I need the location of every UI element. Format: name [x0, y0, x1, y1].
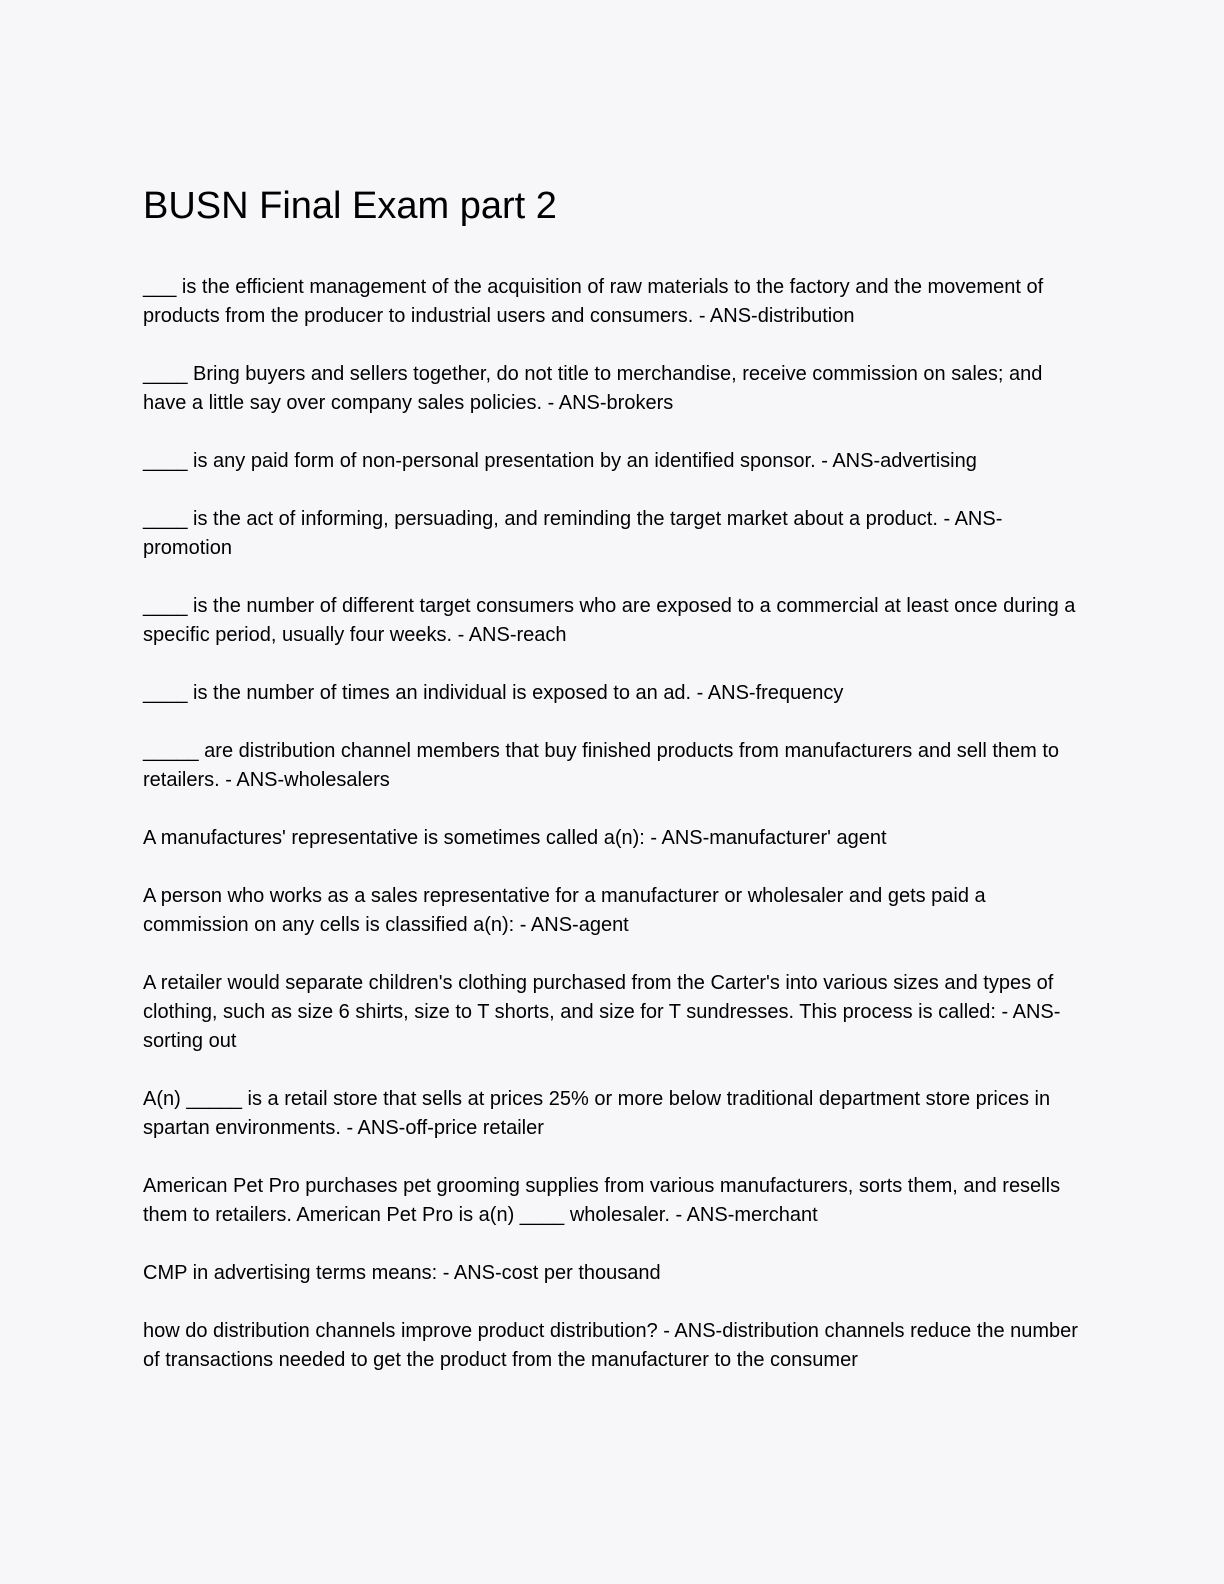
qa-item: A retailer would separate children's clothing purchased from the Carter's into various sizes and types of clothing, such as size 6 shirts, size to T shorts, and size for T sundresses. This process is called: - ANS-sorting out — [143, 972, 1061, 1052]
qa-item: ____ is the act of informing, persuading, and reminding the target market about a product. - ANS-promotion — [143, 508, 1003, 559]
qa-item: how do distribution channels improve product distribution? - ANS-distribution channels reduce the number of transactions needed to get the product from the manufacturer to the consumer — [143, 1320, 1078, 1371]
qa-item: American Pet Pro purchases pet grooming supplies from various manufacturers, sorts them, and resells them to retailers. American Pet Pro is a(n) ____ wholesaler. - ANS-merchant — [143, 1175, 1061, 1226]
qa-item: ____ is the number of different target consumers who are exposed to a commercial at least once during a specific period, usually four weeks. - ANS-reach — [143, 595, 1076, 646]
qa-item: A(n) _____ is a retail store that sells at prices 25% or more below traditional department store prices in spartan environments. - ANS-off-price retailer — [143, 1088, 1051, 1139]
document-title: BUSN Final Exam part 2 — [143, 185, 557, 227]
document-page — [143, 180, 1083, 1404]
qa-item: CMP in advertising terms means: - ANS-cost per thousand — [143, 1262, 661, 1284]
qa-item: ___ is the efficient management of the acquisition of raw materials to the factory and the movement of products from the producer to industrial users and consumers. - ANS-distribution — [143, 276, 1044, 327]
qa-item: _____ are distribution channel members that buy finished products from manufacturers and sell them to retailers. - ANS-wholesalers — [143, 740, 1060, 791]
qa-item: ____ is any paid form of non-personal presentation by an identified sponsor. - ANS-advertising — [143, 450, 977, 472]
qa-item: A manufactures' representative is sometimes called a(n): - ANS-manufacturer' agent — [143, 827, 887, 849]
qa-item: ____ is the number of times an individual is exposed to an ad. - ANS-frequency — [143, 682, 844, 704]
qa-item: ____ Bring buyers and sellers together, do not title to merchandise, receive commission on sales; and have a little say over company sales policies. - ANS-brokers — [143, 363, 1043, 414]
qa-item: A person who works as a sales representative for a manufacturer or wholesaler and gets paid a commission on any cells is classified a(n): - ANS-agent — [143, 885, 986, 936]
